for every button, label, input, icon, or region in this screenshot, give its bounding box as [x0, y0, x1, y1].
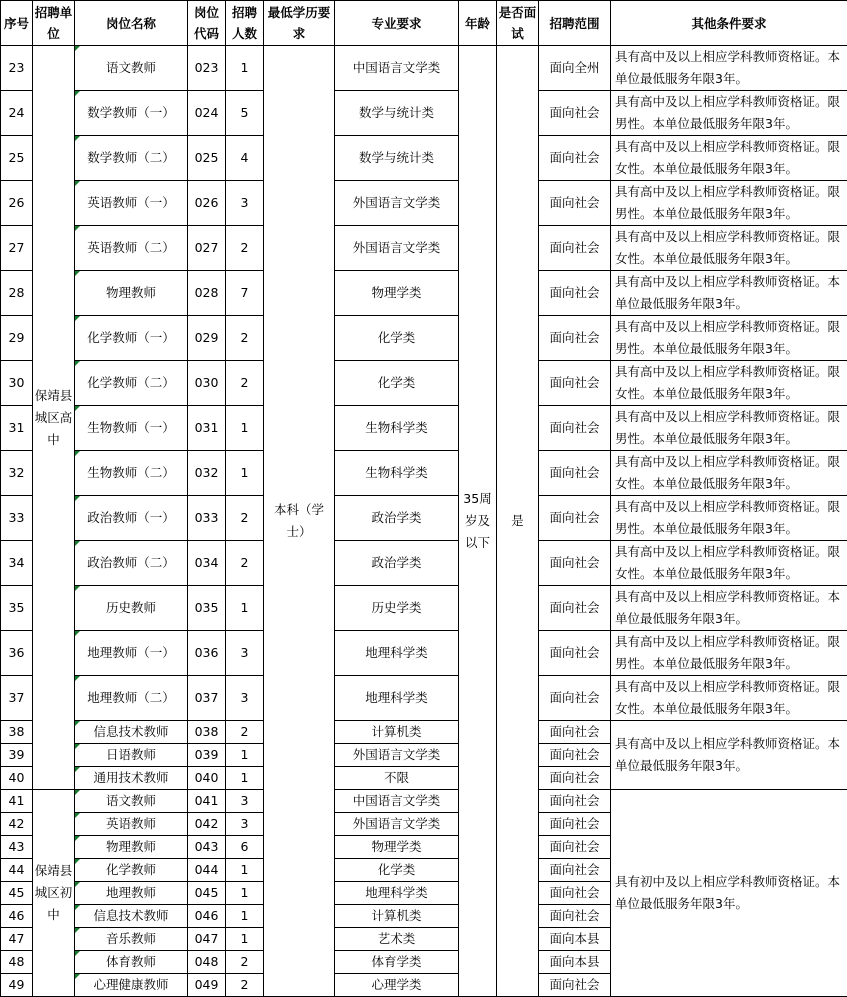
cell-comment-marker	[75, 271, 80, 276]
scope-cell: 面向社会	[539, 226, 611, 271]
seq-cell: 29	[1, 316, 33, 361]
code-cell: 036	[188, 631, 226, 676]
table-row	[1, 361, 847, 406]
table-row	[1, 496, 847, 541]
post-cell-text: 音乐教师	[106, 931, 156, 946]
cell-comment-marker	[75, 496, 80, 501]
unit-middle-cell: 保靖县城区初中	[33, 790, 75, 997]
major-cell: 化学类	[335, 316, 459, 361]
major-cell: 计算机类	[335, 905, 459, 928]
seq-cell: 23	[1, 46, 33, 91]
code-cell: 045	[188, 882, 226, 905]
header-count: 招聘人数	[226, 1, 264, 46]
count-cell: 3	[226, 813, 264, 836]
count-cell: 3	[226, 631, 264, 676]
post-cell-text: 语文教师	[106, 793, 156, 808]
other-req-cell: 具有高中及以上相应学科教师资格证。限男性。本单位最低服务年限3年。	[611, 91, 847, 136]
table-row	[1, 631, 847, 676]
post-cell	[75, 46, 188, 91]
count-cell: 4	[226, 136, 264, 181]
post-cell-text: 地理教师	[106, 885, 156, 900]
cell-comment-marker	[75, 974, 80, 979]
count-cell: 1	[226, 905, 264, 928]
major-cell: 心理学类	[335, 974, 459, 997]
unit-high-cell: 保靖县城区高中	[33, 46, 75, 790]
seq-cell: 37	[1, 676, 33, 721]
post-cell-text: 体育教师	[106, 954, 156, 969]
seq-cell: 40	[1, 767, 33, 790]
header-unit: 招聘单位	[33, 1, 75, 46]
code-cell: 049	[188, 974, 226, 997]
seq-cell: 46	[1, 905, 33, 928]
code-cell: 042	[188, 813, 226, 836]
major-cell: 中国语言文学类	[335, 790, 459, 813]
code-cell: 027	[188, 226, 226, 271]
table-row	[1, 406, 847, 451]
post-cell	[75, 676, 188, 721]
post-cell-text: 数学教师（二）	[87, 150, 175, 165]
seq-cell: 24	[1, 91, 33, 136]
code-cell: 032	[188, 451, 226, 496]
code-cell: 026	[188, 181, 226, 226]
scope-cell: 面向社会	[539, 451, 611, 496]
code-cell: 043	[188, 836, 226, 859]
seq-cell: 26	[1, 181, 33, 226]
post-cell-text: 历史教师	[106, 600, 156, 615]
post-cell-text: 政治教师（一）	[87, 510, 175, 525]
count-cell: 2	[226, 496, 264, 541]
interview-cell: 是	[497, 46, 539, 997]
count-cell: 1	[226, 744, 264, 767]
scope-cell: 面向社会	[539, 406, 611, 451]
post-cell-text: 生物教师（二）	[87, 465, 175, 480]
scope-cell: 面向社会	[539, 541, 611, 586]
other-req-cell: 具有高中及以上相应学科教师资格证。本单位最低服务年限3年。	[611, 271, 847, 316]
count-cell: 5	[226, 91, 264, 136]
seq-cell: 35	[1, 586, 33, 631]
other-req-cell: 具有高中及以上相应学科教师资格证。限男性。本单位最低服务年限3年。	[611, 496, 847, 541]
cell-comment-marker	[75, 836, 80, 841]
post-cell-text: 化学教师（二）	[87, 375, 175, 390]
seq-cell: 34	[1, 541, 33, 586]
major-cell: 计算机类	[335, 721, 459, 744]
table-row	[1, 226, 847, 271]
other-req-middle-cell: 具有初中及以上相应学科教师资格证。本单位最低服务年限3年。	[611, 790, 847, 997]
post-cell	[75, 744, 188, 767]
seq-cell: 39	[1, 744, 33, 767]
scope-cell: 面向社会	[539, 882, 611, 905]
scope-cell: 面向社会	[539, 905, 611, 928]
post-cell-text: 英语教师（二）	[87, 240, 175, 255]
scope-cell: 面向本县	[539, 951, 611, 974]
code-cell: 031	[188, 406, 226, 451]
other-req-cell: 具有高中及以上相应学科教师资格证。限男性。本单位最低服务年限3年。	[611, 316, 847, 361]
count-cell: 2	[226, 541, 264, 586]
cell-comment-marker	[75, 451, 80, 456]
post-cell-text: 英语教师	[106, 816, 156, 831]
cell-comment-marker	[75, 226, 80, 231]
post-cell	[75, 361, 188, 406]
code-cell: 024	[188, 91, 226, 136]
scope-cell: 面向社会	[539, 744, 611, 767]
code-cell: 044	[188, 859, 226, 882]
table-row	[1, 721, 847, 744]
count-cell: 1	[226, 46, 264, 91]
post-cell	[75, 541, 188, 586]
post-cell	[75, 406, 188, 451]
post-cell	[75, 136, 188, 181]
count-cell: 6	[226, 836, 264, 859]
count-cell: 3	[226, 676, 264, 721]
major-cell: 物理学类	[335, 836, 459, 859]
other-req-cell: 具有高中及以上相应学科教师资格证。限女性。本单位最低服务年限3年。	[611, 451, 847, 496]
code-cell: 035	[188, 586, 226, 631]
major-cell: 化学类	[335, 859, 459, 882]
post-cell	[75, 226, 188, 271]
major-cell: 地理科学类	[335, 631, 459, 676]
scope-cell: 面向社会	[539, 836, 611, 859]
count-cell: 2	[226, 361, 264, 406]
cell-comment-marker	[75, 676, 80, 681]
header-scope: 招聘范围	[539, 1, 611, 46]
count-cell: 3	[226, 790, 264, 813]
table-row	[1, 676, 847, 721]
cell-comment-marker	[75, 91, 80, 96]
post-cell	[75, 882, 188, 905]
post-cell-text: 心理健康教师	[93, 977, 168, 992]
header-code: 岗位代码	[188, 1, 226, 46]
post-cell	[75, 859, 188, 882]
post-cell-text: 生物教师（一）	[87, 420, 175, 435]
seq-cell: 36	[1, 631, 33, 676]
post-cell	[75, 586, 188, 631]
edu-cell: 本科（学士）	[264, 46, 335, 997]
count-cell: 1	[226, 586, 264, 631]
post-cell-text: 信息技术教师	[93, 724, 168, 739]
cell-comment-marker	[75, 951, 80, 956]
cell-comment-marker	[75, 181, 80, 186]
other-req-cell: 具有高中及以上相应学科教师资格证。限女性。本单位最低服务年限3年。	[611, 541, 847, 586]
seq-cell: 25	[1, 136, 33, 181]
code-cell: 038	[188, 721, 226, 744]
major-cell: 化学类	[335, 361, 459, 406]
cell-comment-marker	[75, 406, 80, 411]
count-cell: 2	[226, 316, 264, 361]
header-interview: 是否面试	[497, 1, 539, 46]
scope-cell: 面向社会	[539, 813, 611, 836]
major-cell: 历史学类	[335, 586, 459, 631]
seq-cell: 43	[1, 836, 33, 859]
code-cell: 040	[188, 767, 226, 790]
post-cell	[75, 951, 188, 974]
post-cell	[75, 767, 188, 790]
scope-cell: 面向社会	[539, 361, 611, 406]
major-cell: 中国语言文学类	[335, 46, 459, 91]
header-age: 年龄	[459, 1, 497, 46]
code-cell: 023	[188, 46, 226, 91]
age-cell: 35周岁及以下	[459, 46, 497, 997]
cell-comment-marker	[75, 136, 80, 141]
cell-comment-marker	[75, 721, 80, 726]
count-cell: 2	[226, 721, 264, 744]
post-cell	[75, 721, 188, 744]
post-cell	[75, 974, 188, 997]
cell-comment-marker	[75, 813, 80, 818]
code-cell: 039	[188, 744, 226, 767]
count-cell: 3	[226, 181, 264, 226]
post-cell	[75, 496, 188, 541]
seq-cell: 38	[1, 721, 33, 744]
post-cell	[75, 813, 188, 836]
seq-cell: 47	[1, 928, 33, 951]
major-cell: 政治学类	[335, 541, 459, 586]
scope-cell: 面向社会	[539, 316, 611, 361]
code-cell: 030	[188, 361, 226, 406]
seq-cell: 30	[1, 361, 33, 406]
header-edu: 最低学历要求	[264, 1, 335, 46]
scope-cell: 面向社会	[539, 676, 611, 721]
table-row	[1, 790, 847, 813]
post-cell-text: 化学教师（一）	[87, 330, 175, 345]
scope-cell: 面向社会	[539, 790, 611, 813]
cell-comment-marker	[75, 586, 80, 591]
major-cell: 数学与统计类	[335, 91, 459, 136]
cell-comment-marker	[75, 744, 80, 749]
seq-cell: 27	[1, 226, 33, 271]
seq-cell: 44	[1, 859, 33, 882]
table-row	[1, 271, 847, 316]
table-body	[1, 46, 847, 997]
table-row	[1, 316, 847, 361]
post-cell	[75, 181, 188, 226]
post-cell	[75, 631, 188, 676]
table-row	[1, 451, 847, 496]
major-cell: 体育学类	[335, 951, 459, 974]
scope-cell: 面向社会	[539, 631, 611, 676]
scope-cell: 面向社会	[539, 136, 611, 181]
code-cell: 034	[188, 541, 226, 586]
table-row	[1, 136, 847, 181]
scope-cell: 面向社会	[539, 721, 611, 744]
cell-comment-marker	[75, 361, 80, 366]
cell-comment-marker	[75, 882, 80, 887]
post-cell-text: 化学教师	[106, 862, 156, 877]
cell-comment-marker	[75, 46, 80, 51]
post-cell-text: 英语教师（一）	[87, 195, 175, 210]
major-cell: 外国语言文学类	[335, 226, 459, 271]
cell-comment-marker	[75, 905, 80, 910]
seq-cell: 49	[1, 974, 33, 997]
other-req-cell: 具有高中及以上相应学科教师资格证。限男性。本单位最低服务年限3年。	[611, 631, 847, 676]
other-req-cell: 具有高中及以上相应学科教师资格证。限男性。本单位最低服务年限3年。	[611, 181, 847, 226]
scope-cell: 面向社会	[539, 586, 611, 631]
code-cell: 025	[188, 136, 226, 181]
cell-comment-marker	[75, 790, 80, 795]
seq-cell: 32	[1, 451, 33, 496]
major-cell: 数学与统计类	[335, 136, 459, 181]
scope-cell: 面向社会	[539, 91, 611, 136]
other-req-cell: 具有高中及以上相应学科教师资格证。限男性。本单位最低服务年限3年。	[611, 406, 847, 451]
header-seq: 序号	[1, 1, 33, 46]
major-cell: 外国语言文学类	[335, 181, 459, 226]
count-cell: 1	[226, 859, 264, 882]
seq-cell: 28	[1, 271, 33, 316]
post-cell-text: 通用技术教师	[93, 770, 168, 785]
post-cell	[75, 91, 188, 136]
major-cell: 政治学类	[335, 496, 459, 541]
code-cell: 046	[188, 905, 226, 928]
code-cell: 033	[188, 496, 226, 541]
table-row	[1, 541, 847, 586]
other-req-cell: 具有高中及以上相应学科教师资格证。本单位最低服务年限3年。	[611, 46, 847, 91]
seq-cell: 48	[1, 951, 33, 974]
seq-cell: 45	[1, 882, 33, 905]
major-cell: 生物科学类	[335, 451, 459, 496]
post-cell-text: 物理教师	[106, 839, 156, 854]
post-cell	[75, 836, 188, 859]
scope-cell: 面向全州	[539, 46, 611, 91]
scope-cell: 面向社会	[539, 767, 611, 790]
post-cell	[75, 271, 188, 316]
post-cell-text: 日语教师	[106, 747, 156, 762]
code-cell: 048	[188, 951, 226, 974]
seq-cell: 33	[1, 496, 33, 541]
post-cell-text: 语文教师	[106, 60, 156, 75]
post-cell-text: 地理教师（二）	[87, 690, 175, 705]
header-other: 其他条件要求	[611, 1, 847, 46]
post-cell-text: 数学教师（一）	[87, 105, 175, 120]
code-cell: 047	[188, 928, 226, 951]
code-cell: 041	[188, 790, 226, 813]
count-cell: 2	[226, 951, 264, 974]
count-cell: 2	[226, 226, 264, 271]
table-row	[1, 181, 847, 226]
code-cell: 028	[188, 271, 226, 316]
major-cell: 外国语言文学类	[335, 813, 459, 836]
cell-comment-marker	[75, 928, 80, 933]
major-cell: 外国语言文学类	[335, 744, 459, 767]
other-req-cell: 具有高中及以上相应学科教师资格证。限女性。本单位最低服务年限3年。	[611, 226, 847, 271]
scope-cell: 面向社会	[539, 271, 611, 316]
post-cell-text: 地理教师（一）	[87, 645, 175, 660]
table-row	[1, 586, 847, 631]
header-major: 专业要求	[335, 1, 459, 46]
header-post: 岗位名称	[75, 1, 188, 46]
other-req-cell: 具有高中及以上相应学科教师资格证。限女性。本单位最低服务年限3年。	[611, 676, 847, 721]
other-req-cell: 具有高中及以上相应学科教师资格证。限女性。本单位最低服务年限3年。	[611, 361, 847, 406]
post-cell	[75, 790, 188, 813]
seq-cell: 41	[1, 790, 33, 813]
major-cell: 不限	[335, 767, 459, 790]
post-cell	[75, 451, 188, 496]
post-cell	[75, 928, 188, 951]
other-req-cell: 具有高中及以上相应学科教师资格证。本单位最低服务年限3年。	[611, 586, 847, 631]
major-cell: 艺术类	[335, 928, 459, 951]
post-cell-text: 信息技术教师	[93, 908, 168, 923]
other-req-high-cell: 具有高中及以上相应学科教师资格证。本单位最低服务年限3年。	[611, 721, 847, 790]
scope-cell: 面向社会	[539, 859, 611, 882]
code-cell: 037	[188, 676, 226, 721]
cell-comment-marker	[75, 541, 80, 546]
major-cell: 物理学类	[335, 271, 459, 316]
seq-cell: 31	[1, 406, 33, 451]
table-row	[1, 46, 847, 91]
cell-comment-marker	[75, 767, 80, 772]
cell-comment-marker	[75, 859, 80, 864]
count-cell: 1	[226, 928, 264, 951]
cell-comment-marker	[75, 316, 80, 321]
code-cell: 029	[188, 316, 226, 361]
other-req-cell: 具有高中及以上相应学科教师资格证。限女性。本单位最低服务年限3年。	[611, 136, 847, 181]
count-cell: 1	[226, 406, 264, 451]
scope-cell: 面向社会	[539, 496, 611, 541]
major-cell: 地理科学类	[335, 676, 459, 721]
post-cell-text: 政治教师（二）	[87, 555, 175, 570]
major-cell: 地理科学类	[335, 882, 459, 905]
scope-cell: 面向社会	[539, 974, 611, 997]
scope-cell: 面向本县	[539, 928, 611, 951]
count-cell: 1	[226, 882, 264, 905]
count-cell: 1	[226, 767, 264, 790]
count-cell: 1	[226, 451, 264, 496]
post-cell	[75, 905, 188, 928]
count-cell: 2	[226, 974, 264, 997]
table-row	[1, 91, 847, 136]
major-cell: 生物科学类	[335, 406, 459, 451]
scope-cell: 面向社会	[539, 181, 611, 226]
post-cell	[75, 316, 188, 361]
count-cell: 7	[226, 271, 264, 316]
seq-cell: 42	[1, 813, 33, 836]
header-row	[1, 1, 847, 46]
post-cell-text: 物理教师	[106, 285, 156, 300]
cell-comment-marker	[75, 631, 80, 636]
